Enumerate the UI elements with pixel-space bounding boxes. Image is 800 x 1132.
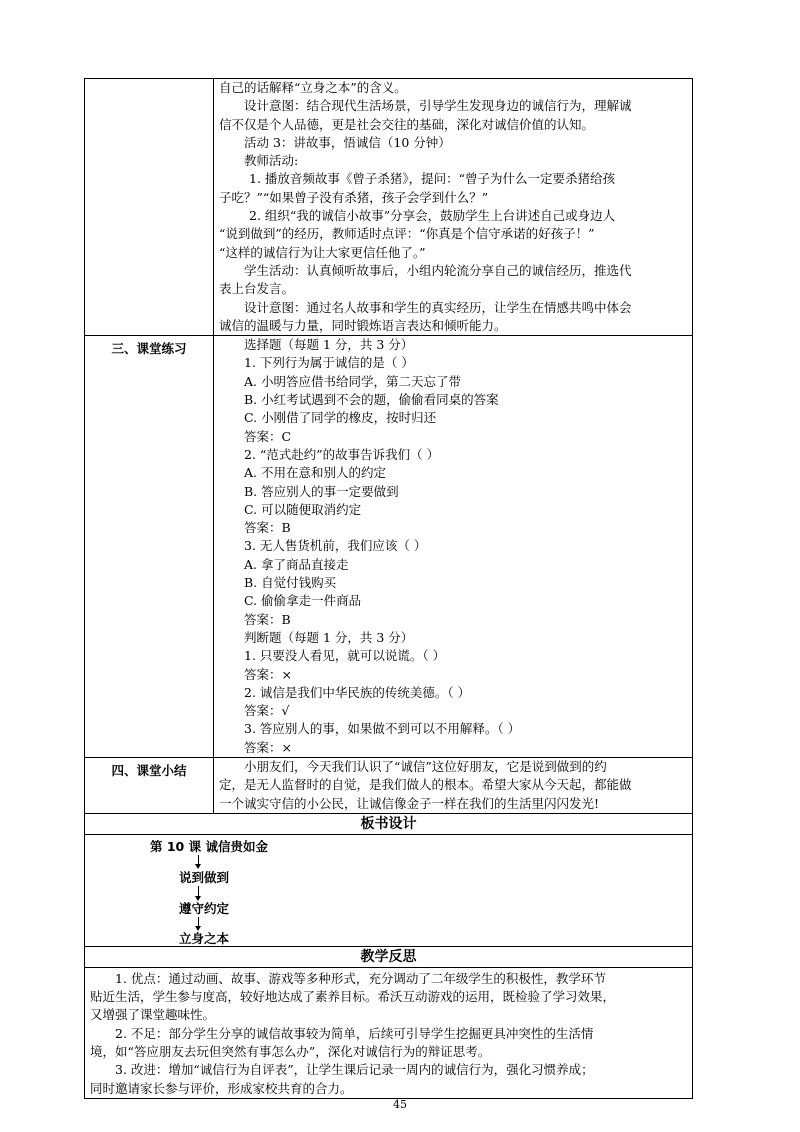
practice-line: 2. 诚信是我们中华民族的传统美德。（ ） [244, 684, 471, 700]
practice-line: 2. “范式赴约”的故事告诉我们（ ） [244, 446, 440, 462]
reflection-line: 3. 改进：增加“诚信行为自评表”，让学生课后记录一周内的诚信行为，强化习惯养成； [115, 1062, 594, 1078]
page-number: 45 [393, 1098, 407, 1111]
practice-line: C. 偷偷拿走一件商品 [244, 593, 362, 609]
practice-content-cell [214, 336, 693, 758]
practice-line: B. 答应别人的事一定要做到 [244, 483, 399, 499]
board-cell [85, 834, 693, 946]
practice-line: 3. 无人售货机前，我们应该（ ） [244, 538, 427, 554]
arrow-down-icon [198, 855, 199, 865]
summary-row [85, 757, 693, 813]
practice-row [85, 336, 693, 758]
activity-line: 教师活动: [244, 153, 299, 169]
reflection-line: 境，如“答应朋友去玩但突然有事怎么办”，深化对诚信行为的辩证思考。 [90, 1044, 491, 1060]
activity-line: “说到做到”的经历，教师适时点评：“你真是个信守承诺的好孩子！” [219, 226, 595, 242]
summary-line: 定，是无人监督时的自觉，是我们做人的根本。希望大家从今天起，都能做 [219, 777, 632, 793]
practice-line: A. 小明答应借书给同学，第二天忘了带 [244, 373, 461, 389]
reflection-row [85, 967, 693, 1098]
activity-content-cell [214, 79, 693, 336]
reflection-line: 同时邀请家长参与评价，形成家校共育的合力。 [90, 1080, 353, 1096]
practice-line: B. 自觉付钱购买 [244, 575, 337, 591]
reflection-heading-row [85, 946, 693, 967]
activity-line: 学生活动：认真倾听故事后，小组内轮流分享自己的诚信经历，推选代 [244, 262, 632, 278]
activity-line: 子吃？”“如果曾子没有杀猪，孩子会学到什么？” [219, 189, 489, 205]
summary-line: 一个诚实守信的小公民，让诚信像金子一样在我们的生活里闪闪发光! [219, 795, 600, 811]
arrow-down-icon [198, 917, 199, 927]
practice-line: A. 不用在意和别人的约定 [244, 465, 386, 481]
practice-line: 答案：× [244, 666, 292, 682]
practice-line: A. 拿了商品直接走 [244, 556, 349, 572]
summary-line: 小朋友们，今天我们认识了“诚信”这位好朋友，它是说到做到的约 [244, 758, 607, 774]
activity-line: 1. 播放音频故事《曾子杀猪》，提问：“曾子为什么一定要杀猪给孩 [249, 171, 616, 187]
practice-line: 答案：× [244, 739, 292, 755]
reflection-line: 2. 不足：部分学生分享的诚信故事较为简单，后续可引导学生挖掘更具冲突性的生活情 [115, 1025, 594, 1041]
summary-content-cell [214, 757, 693, 813]
lesson-plan-table [84, 78, 693, 1099]
activity-line: 表上台发言。 [219, 281, 295, 297]
activity-row [85, 79, 693, 336]
practice-line: 答案：B [244, 611, 291, 627]
activity-line: 活动 3：讲故事，悟诚信（10 分钟） [244, 134, 451, 150]
practice-line: 答案：C [244, 428, 292, 444]
reflection-cell [85, 967, 693, 1098]
reflection-line: 又增强了课堂趣味性。 [90, 1007, 216, 1023]
board-item: 说到做到 [179, 869, 230, 885]
activity-line: 自己的话解释“立身之本”的含义。 [219, 80, 407, 95]
practice-line: 答案：B [244, 520, 291, 536]
practice-line: B. 小红考试遇到不会的题，偷偷看同桌的答案 [244, 392, 499, 408]
practice-label: 三、课堂练习 [85, 336, 214, 758]
board-heading-row [85, 813, 693, 834]
practice-line: 答案：√ [244, 703, 290, 719]
activity-line: 设计意图：通过名人故事和学生的真实经历，让学生在情感共鸣中体会 [244, 299, 632, 315]
board-diagram [85, 835, 692, 946]
board-heading: 板书设计 [85, 813, 693, 834]
practice-line: C. 小刚借了同学的橡皮，按时归还 [244, 410, 437, 426]
activity-line: 信不仅是个人品德，更是社会交往的基础，深化对诚信价值的认知。 [219, 116, 595, 132]
activity-line: 诚信的温暖与力量，同时锻炼语言表达和倾听能力。 [219, 317, 507, 333]
board-item: 立身之本 [179, 930, 230, 946]
reflection-heading: 教学反思 [85, 946, 693, 967]
board-item: 遵守约定 [179, 900, 230, 916]
activity-line: 2. 组织“我的诚信小故事”分享会，鼓励学生上台讲述自己或身边人 [249, 208, 616, 224]
activity-label-cell [85, 79, 214, 336]
arrow-down-icon [198, 886, 199, 897]
board-title: 第 10 课 诚信贵如金 [150, 838, 268, 854]
activity-line: 设计意图：结合现代生活场景，引导学生发现身边的诚信行为，理解诚 [244, 98, 632, 114]
practice-line: 3. 答应别人的事，如果做不到可以不用解释。（ ） [244, 721, 521, 737]
board-row [85, 834, 693, 946]
practice-line: 1. 下列行为属于诚信的是（ ） [244, 355, 414, 371]
reflection-line: 1. 优点：通过动画、故事、游戏等多种形式，充分调动了二年级学生的积极性，教学环节 [115, 970, 606, 986]
summary-label: 四、课堂小结 [85, 757, 214, 813]
practice-line: 选择题（每题 1 分，共 3 分） [244, 337, 414, 353]
practice-line: C. 可以随便取消约定 [244, 501, 362, 517]
activity-line: “这样的诚信行为让大家更信任他了。” [219, 244, 426, 260]
practice-line: 判断题（每题 1 分，共 3 分） [244, 629, 414, 645]
lesson-plan-page [84, 78, 693, 1099]
practice-line: 1. 只要没人看见，就可以说谎。（ ） [244, 648, 446, 664]
reflection-line: 贴近生活，学生参与度高，较好地达成了素养目标。希沃互动游戏的运用，既检验了学习效果， [90, 989, 616, 1005]
